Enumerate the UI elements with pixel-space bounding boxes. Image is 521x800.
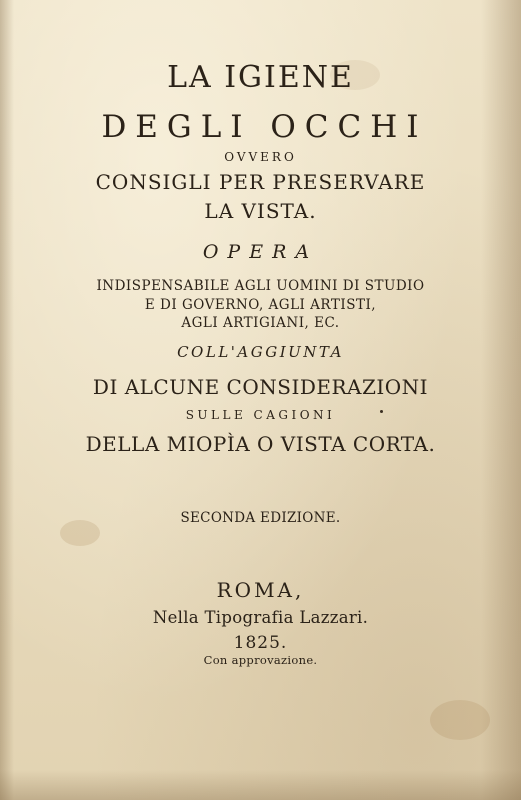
page-bottom-shadow — [0, 770, 521, 800]
ink-dot — [380, 410, 383, 413]
imprint-printer: Nella Tipografia Lazzari. — [152, 608, 369, 627]
title-connector: OVVERO — [224, 150, 297, 164]
title-line-2: DEGLI OCCHI — [101, 109, 428, 145]
paper-stain — [430, 700, 490, 740]
subtitle-line-1: CONSIGLI PER PRESERVARE — [95, 170, 426, 194]
addition-line-2: SULLE CAGIONI — [185, 408, 336, 422]
addition-line-3: DELLA MIOPÌA O VISTA CORTA. — [85, 432, 436, 456]
addition-label: COLL'AGGIUNTA — [177, 343, 344, 361]
audience-line-2: E DI GOVERNO, AGLI ARTISTI, — [144, 297, 377, 313]
audience-line-3: AGLI ARTIGIANI, EC. — [181, 315, 340, 331]
addition-line-1: DI ALCUNE CONSIDERAZIONI — [92, 375, 429, 399]
title-line-1: LA IGIENE — [167, 60, 354, 95]
work-label: OPERA — [202, 241, 319, 263]
approval-note: Con approvazione. — [203, 653, 318, 667]
edition-statement: SECONDA EDIZIONE. — [180, 510, 341, 526]
imprint-place: ROMA, — [216, 578, 305, 602]
audience-line-1: INDISPENSABILE AGLI UOMINI DI STUDIO — [96, 278, 425, 294]
subtitle-line-2: LA VISTA. — [204, 199, 317, 223]
imprint-year: 1825. — [233, 633, 288, 653]
